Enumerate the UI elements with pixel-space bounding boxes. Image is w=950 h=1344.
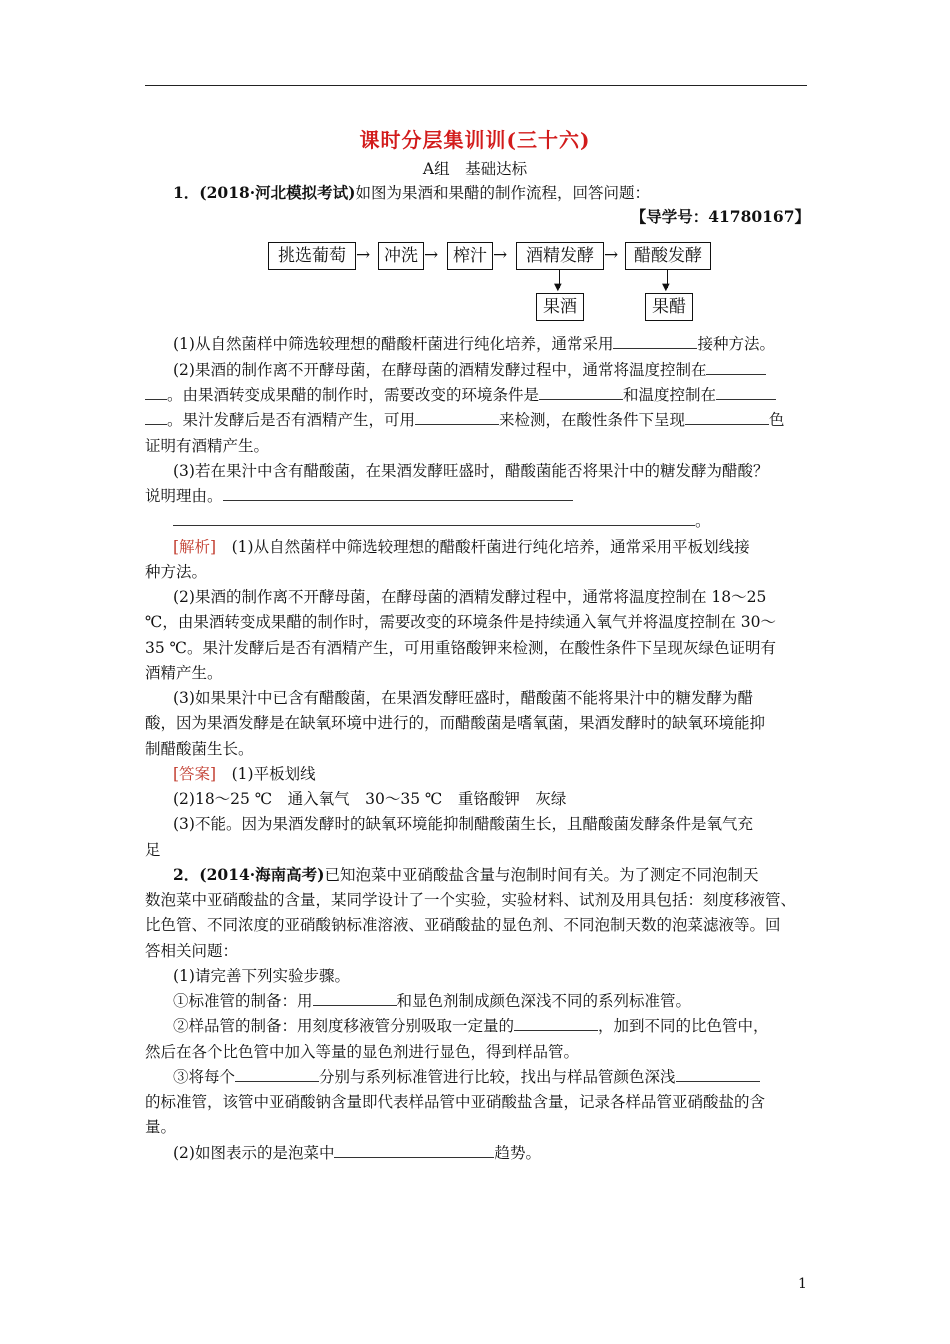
- q1-stem: 1．(2018·河北模拟考试)如图为果酒和果醋的制作流程，回答问题：: [173, 183, 651, 202]
- q1-part3-cont: 说明理由。: [145, 486, 810, 506]
- q1-part2-cont: 。果汁发酵后是否有酒精产生，可用 来检测，在酸性条件下呈现 色: [145, 410, 810, 430]
- q2-part2: (2)如图表示的是泡菜中 趋势。: [173, 1144, 541, 1162]
- q1-part1: (1)从自然菌样中筛选较理想的醋酸杆菌进行纯化培养，通常采用 接种方法。: [173, 335, 775, 353]
- answer-blank[interactable]: [415, 410, 499, 425]
- answer-blank[interactable]: [685, 410, 769, 425]
- flow-step-2: 冲洗: [378, 242, 424, 270]
- answer-line: (2)18～25 ℃ 通入氧气 30～35 ℃ 重铬酸钾 灰绿: [173, 790, 567, 808]
- q1-part3: (3)若在果汁中含有醋酸菌，在果酒发酵旺盛时，醋酸菌能否将果汁中的糖发酵为醋酸？: [173, 462, 769, 480]
- analysis-line: 种方法。: [145, 563, 208, 581]
- q2-step2-cont: 然后在各个比色管中加入等量的显色剂进行显色，得到样品管。: [145, 1043, 580, 1061]
- answer-blank[interactable]: [539, 385, 623, 400]
- analysis-line: 35 ℃。果汁发酵后是否有酒精产生，可用重铬酸钾来检测，在酸性条件下呈现灰绿色证明有: [145, 639, 776, 657]
- flow-step-5: 醋酸发酵: [625, 242, 711, 270]
- flow-step-4: 酒精发酵: [516, 242, 604, 270]
- q2-step3-cont: 量。: [145, 1118, 177, 1136]
- flow-step-3: 榨汁: [447, 242, 493, 270]
- answer-blank[interactable]: [716, 385, 776, 400]
- answer-line: (3)不能。因为果酒发酵时的缺氧环境能抑制醋酸菌生长，且醋酸菌发酵条件是氧气充: [173, 815, 753, 833]
- answer-label: [答案]: [173, 765, 217, 783]
- analysis-label: [解析]: [173, 538, 217, 556]
- flow-output-2: 果醋: [645, 293, 693, 321]
- flow-arrow: →: [604, 245, 619, 265]
- answer-blank[interactable]: [173, 511, 695, 526]
- page-title: 课时分层集训训(三十六): [359, 128, 591, 152]
- flow-down-arrow: ▼: [554, 282, 562, 293]
- analysis-line: [解析] (1)从自然菌样中筛选较理想的醋酸杆菌进行纯化培养，通常采用平板划线接: [173, 538, 750, 556]
- q2-step2: ②样品管的制备：用刻度移液管分别吸取一定量的 ，加到不同的比色管中，: [173, 1017, 769, 1035]
- flow-output-1: 果酒: [536, 293, 584, 321]
- flow-down-arrow: ▼: [662, 282, 670, 293]
- answer-blank[interactable]: [676, 1067, 760, 1082]
- flow-arrow: →: [493, 245, 508, 265]
- q1-part2-cont: 。由果酒转变成果醋的制作时，需要改变的环境条件是 和温度控制在: [145, 385, 810, 405]
- q2-step3-cont: 的标准管，该管中亚硝酸钠含量即代表样品管中亚硝酸盐含量，记录各样品管亚硝酸盐的含: [145, 1093, 766, 1111]
- answer-blank[interactable]: [223, 486, 573, 501]
- flow-arrow: →: [356, 245, 371, 265]
- q2-stem: 答相关问题：: [145, 942, 239, 960]
- answer-blank[interactable]: [706, 360, 766, 375]
- answer-blank[interactable]: [514, 1016, 598, 1031]
- answer-blank[interactable]: [613, 334, 697, 349]
- q1-part3-answer-line: 。: [173, 511, 810, 531]
- q1-part2: (2)果酒的制作离不开酵母菌，在酵母菌的酒精发酵过程中，通常将温度控制在: [173, 360, 810, 380]
- analysis-line: 酒精产生。: [145, 664, 223, 682]
- answer-blank[interactable]: [145, 385, 167, 400]
- q2-step1: ①标准管的制备：用 和显色剂制成颜色深浅不同的系列标准管。: [173, 992, 692, 1010]
- flow-step-1: 挑选葡萄: [268, 242, 356, 270]
- answer-blank[interactable]: [334, 1143, 494, 1158]
- analysis-line: (3)如果果汁中已含有醋酸菌，在果酒发酵旺盛时，醋酸菌不能将果汁中的糖发酵为醋: [173, 689, 753, 707]
- analysis-line: (2)果酒的制作离不开酵母菌，在酵母菌的酒精发酵过程中，通常将温度控制在 18～25: [173, 588, 767, 606]
- answer-line: 足: [145, 841, 161, 859]
- answer-blank[interactable]: [313, 991, 397, 1006]
- analysis-line: ℃，由果酒转变成果醋的制作时，需要改变的环境条件是持续通入氧气并将温度控制在 30～: [145, 613, 776, 631]
- answer-line: [答案] (1)平板划线: [173, 765, 316, 783]
- q2-step3: ③将每个 分别与系列标准管进行比较，找出与样品管颜色深浅: [173, 1067, 810, 1087]
- answer-blank[interactable]: [235, 1067, 319, 1082]
- analysis-line: 制醋酸菌生长。: [145, 740, 254, 758]
- top-rule: [145, 85, 807, 86]
- q2-stem: 2．(2014·海南高考)已知泡菜中亚硝酸盐含量与泡制时间有关。为了测定不同泡制天: [173, 865, 759, 884]
- q1-code: 【导学号：41780167】: [630, 207, 810, 226]
- answer-blank[interactable]: [145, 410, 167, 425]
- page-number: 1: [798, 1276, 807, 1292]
- flow-arrow: →: [424, 245, 439, 265]
- section-heading: A组 基础达标: [422, 160, 528, 178]
- q2-stem: 数泡菜中亚硝酸盐的含量，某同学设计了一个实验，实验材料、试剂及用具包括：刻度移液管、: [145, 891, 797, 909]
- q2-stem: 比色管、不同浓度的亚硝酸钠标准溶液、亚硝酸盐的显色剂、不同泡制天数的泡菜滤液等。回: [145, 916, 781, 934]
- q1-part2-end: 证明有酒精产生。: [145, 437, 270, 455]
- q2-part1: (1)请完善下列实验步骤。: [173, 967, 350, 985]
- analysis-line: 酸，因为果酒发酵是在缺氧环境中进行的，而醋酸菌是嗜氧菌，果酒发酵时的缺氧环境能抑: [145, 714, 766, 732]
